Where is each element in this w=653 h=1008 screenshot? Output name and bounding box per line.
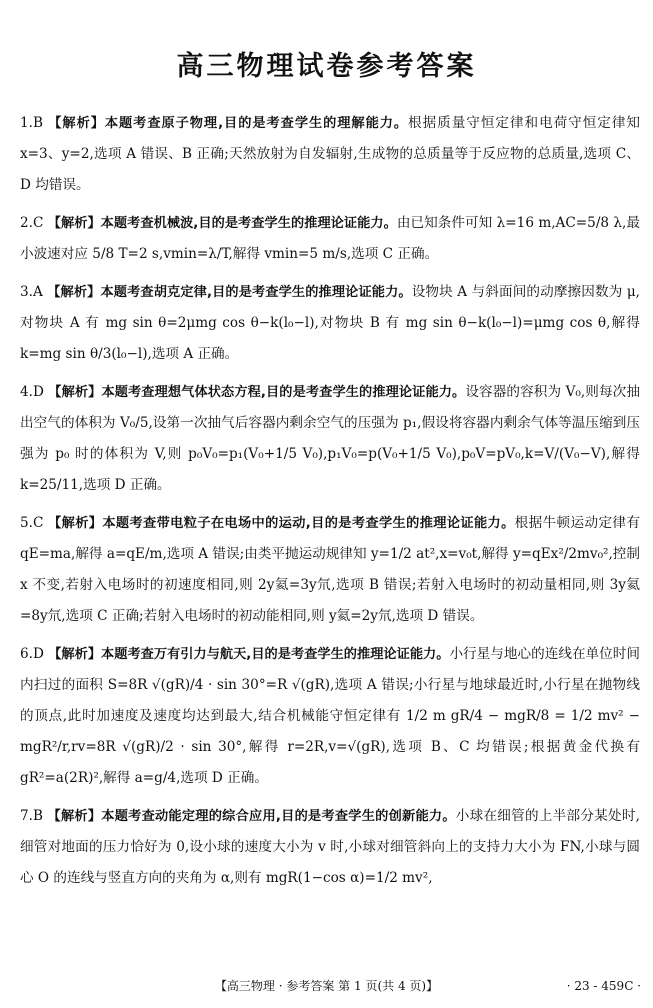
answer-item-5: [20, 508, 640, 632]
answer-analysis-tag: 【解析】本题考查带电粒子在电场中的运动,目的是考查学生的推理论证能力。: [48, 516, 515, 531]
answer-number: 7.B: [20, 808, 43, 824]
answer-item-6: [20, 639, 640, 794]
answer-text: 根据牛顿运动定律有 qE=ma,解得 a=qE/m,选项 A 错误;由类平抛运动规律知 y=1/2 at²,x=v₀t,解得 y=qEx²/2mv₀²,控制 x 不变,若射入电场时的初速度相同,则 2y氦=3y氘,选项 B 错误;若射入电场时的初动量相同,则 3y氦=8y氘,选项 C 正确;若射入电场时的初动能相同,则 y氦=2y氘,选项 D 错误。: [20, 515, 640, 624]
answer-list: [20, 108, 640, 901]
answer-item-2: [20, 208, 640, 270]
answer-text: 小行星与地心的连线在单位时间内扫过的面积 S=8R √(gR)/4 · sin 30°=R √(gR),选项 A 错误;小行星与地球最近时,小行星在抛物线的顶点,此时加速度及速度均达到最大,结合机械能守恒定律有 1/2 m gR/4 − mgR/8 = 1/2 mv² − mgR²/r,rv=8R √(gR)/2 · sin 30°,解得 r=2R,v=√(gR),选项 B、C 均错误;根据黄金代换有 gR²=a(2R)²,解得 a=g/4,选项 D 正确。: [20, 646, 640, 786]
answer-analysis-tag: 【解析】本题考查动能定理的综合应用,目的是考查学生的创新能力。: [47, 809, 456, 824]
answer-text: 小球在细管的上半部分某处时,细管对地面的压力恰好为 0,设小球的速度大小为 v 时,小球对细管斜向上的支持力大小为 FN,小球与圆心 O 的连线与竖直方向的夹角为 α,则有 mgR(1−cos α)=1/2 mv²,: [20, 808, 641, 886]
answer-text: 设容器的容积为 V₀,则每次抽出空气的体积为 V₀/5,设第一次抽气后容器内剩余空气的压强为 p₁,假设将容器内剩余气体等温压缩到压强为 p₀ 时的体积为 V,则 p₀V₀=p₁(V₀+1/5 V₀),p₁V₀=p(V₀+1/5 V₀),p₀V=pV₀,k=V/(V₀−V),解得 k=25/11,选项 D 正确。: [20, 384, 640, 493]
answer-text: 设物块 A 与斜面间的动摩擦因数为 μ,对物块 A 有 mg sin θ=2μmg cos θ−k(l₀−l),对物块 B 有 mg sin θ−k(l₀−l)=μmg cos θ,解得 k=mg sin θ/3(l₀−l),选项 A 正确。: [20, 284, 641, 362]
answer-number: 2.C: [20, 215, 44, 231]
footer-code: · 23 - 459C ·: [566, 979, 641, 993]
answer-analysis-tag: 【解析】本题考查机械波,目的是考查学生的推理论证能力。: [47, 216, 397, 231]
footer-page-info: 【高三物理 · 参考答案 第 1 页(共 4 页)】: [214, 979, 439, 993]
answer-number: 3.A: [20, 284, 43, 300]
answer-analysis-tag: 【解析】本题考查原子物理,目的是考查学生的理解能力。: [48, 116, 409, 131]
answer-item-1: [20, 108, 640, 201]
answer-text: 由已知条件可知 λ=16 m,AC=5/8 λ,最小波速对应 5/8 T=2 s,vmin=λ/T,解得 vmin=5 m/s,选项 C 正确。: [20, 215, 640, 262]
answer-item-4: [20, 377, 640, 501]
answer-number: 5.C: [20, 515, 44, 531]
answer-analysis-tag: 【解析】本题考查理想气体状态方程,目的是考查学生的推理论证能力。: [48, 385, 466, 400]
page-title: 高三物理试卷参考答案: [176, 51, 477, 82]
answer-number: 1.B: [20, 115, 43, 131]
answer-analysis-tag: 【解析】本题考查万有引力与航天,目的是考查学生的推理论证能力。: [48, 647, 450, 662]
answer-item-3: [20, 277, 640, 370]
page-footer: [0, 976, 653, 996]
answer-item-7: [20, 801, 640, 894]
answer-number: 4.D: [20, 384, 44, 400]
answer-text: 根据质量守恒定律和电荷守恒定律知 x=3、y=2,选项 A 错误、B 正确;天然放射为自发辐射,生成物的总质量等于反应物的总质量,选项 C、D 均错误。: [20, 115, 641, 193]
answer-analysis-tag: 【解析】本题考查胡克定律,目的是考查学生的推理论证能力。: [47, 285, 412, 300]
answer-number: 6.D: [20, 646, 44, 662]
